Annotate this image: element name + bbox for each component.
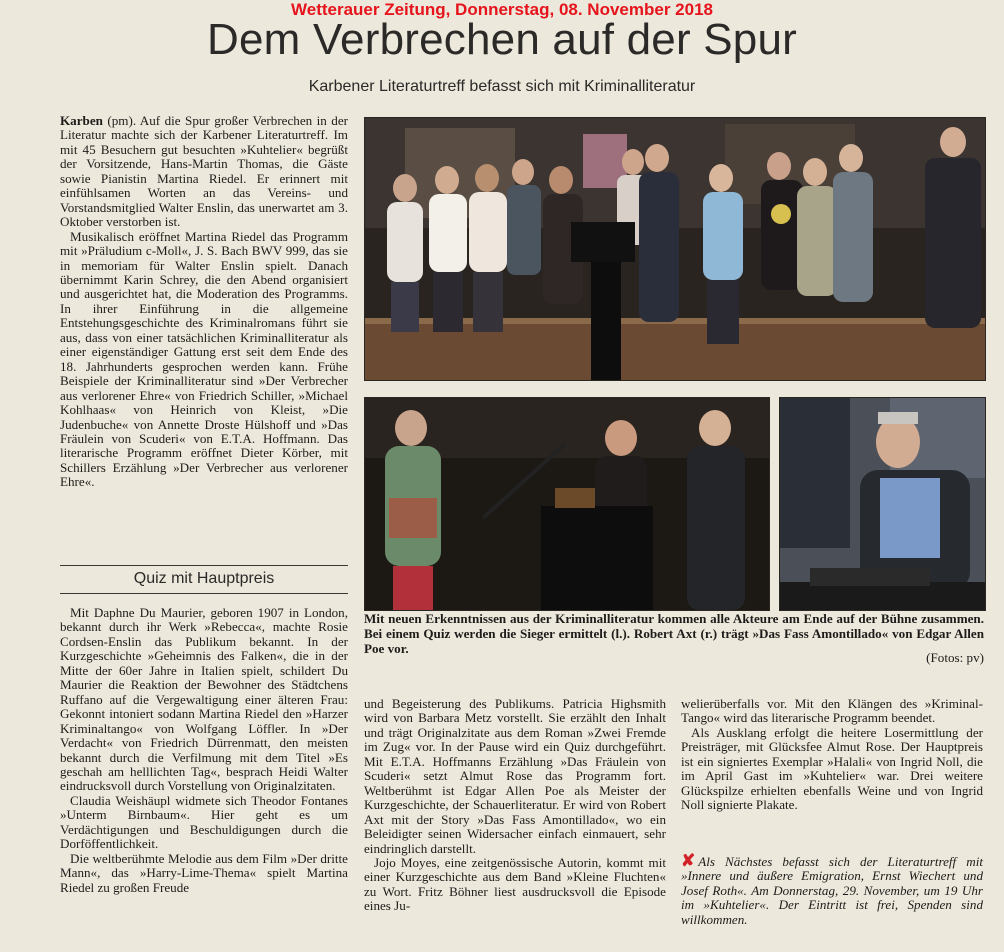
section-subheading: Quiz mit Hauptpreis bbox=[133, 570, 275, 587]
mid-paragraph-2: Jojo Moyes, eine zeitgenössische Autorin, kommt mit einer Kurzgeschichte aus dem Band »Kleine Fluchten« zu Wort. Fritz Böhner liest ausdrucksvoll die Episode eines Ju- bbox=[364, 854, 666, 914]
photo-reader bbox=[779, 397, 986, 611]
subheadline: Karbener Literaturtreff befasst sich mit Kriminalliteratur bbox=[308, 78, 696, 95]
intro-text: (pm). Auf die Spur großer Verbrechen in der Literatur machte sich der Karbener Literaturtreff. Im mit 45 Besuchern gut besuchten »Kuhtelier« begrüßt der Vorsitzende, Hans-Martin Thomas, die Gäste sowie Pianistin Martina Riedel. Er erinnert mit einfühlsamen Worten an das Vereins- und Vorstandsmitglied Walter Enslin, das unerwartet am 3. Oktober verstorben ist. bbox=[60, 113, 348, 230]
subheading-rule-top bbox=[60, 565, 348, 566]
article-column-right bbox=[681, 697, 983, 813]
article-column-left-top bbox=[60, 114, 348, 490]
upcoming-event-note bbox=[681, 851, 983, 927]
intro-paragraph bbox=[60, 114, 348, 230]
article-column-middle bbox=[364, 697, 666, 914]
red-x-mark-icon: ✘ bbox=[681, 851, 696, 870]
mid-paragraph-1: und Begeisterung des Publikums. Patricia Highsmith wird von Barbara Metz vorstellt. Sie erzählt den Inhalt und trägt Originalzitate aus dem Roman »Zwei Fremde im Zug« vor. In der Pause wird ein Quiz durchgeführt. Mit E.T.A. Hoffmanns Erzählung »Das Fräulein von Scuderi« setzt Almut Rose das Programm fort. Weltberühmt ist Edgar Allen Poe als Meister der Kurzgeschichte, der Schauerliteratur. Er wird von Robert Axt mit der Story »Das Fass Amontillado«, wo ein Beleidigter seinen Widersacher einfach einmauert, sehr eindringlich darstellt. bbox=[364, 696, 666, 856]
subheading-rule-bottom bbox=[60, 593, 348, 594]
photo-credit: (Fotos: pv) bbox=[926, 650, 984, 665]
headline: Dem Verbrechen auf der Spur bbox=[207, 15, 797, 64]
photo-quiz-lectern bbox=[364, 397, 770, 611]
paragraph-2: Musikalisch eröffnet Martina Riedel das Programm mit »Präludium c-Moll«, J. S. Bach BWV 999, das sie in memoriam für Walter Enslin spielt. Danach übernimmt Karin Schrey, die den Abend organisiert und ausgerichtet hat, die Moderation des Programms. In ihrer Einführung in die allgemeine Entstehungsgeschichte des Kriminalromans führt sie aus, dass von einer tatsächlichen Kriminalliteratur als einer eigenständiger Gattung erst seit dem Ende des 18. Jahrhunderts gesprochen werden kann. Frühe Beispiele der Kriminalliteratur sind »Der Verbrecher aus verlorener Ehre« von Friedrich Schiller, »Michael Kohlhaas« von Heinrich von Kleist, »Die Judenbuche« von Annette Droste Hülshoff und »Das Fräulein von Scuderi« von E.T.A. Hoffmann. Das literarische Programm eröffnet Dieter Körber, mit Schillers Erzählung »Der Verbrecher aus verlorener Ehre«. bbox=[60, 228, 348, 490]
photo-group-on-stage bbox=[364, 117, 986, 381]
newspaper-source-line: Wetterauer Zeitung, Donnerstag, 08. November 2018 bbox=[291, 0, 713, 19]
article-column-left-bottom bbox=[60, 606, 348, 895]
dateline: Karben bbox=[60, 113, 103, 128]
note-text: Als Nächstes befasst sich der Literaturtreff mit »Innere und äußere Emigration, Ernst Wiechert und Josef Roth«. Am Donnerstag, 29. November, um 19 Uhr im »Kuhtelier«. Der Eintritt ist frei, Spenden sind willkommen. bbox=[681, 854, 983, 927]
paragraph-5: Die weltberühmte Melodie aus dem Film »Der dritte Mann«, das »Harry-Lime-Thema« spielt Martina Riedel zu großen Freude bbox=[60, 850, 348, 895]
paragraph-4: Claudia Weishäupl widmete sich Theodor Fontanes »Unterm Birnbaum«. Hier geht es um Verdächtigungen und Beschuldigungen durch die Dorföffentlichkeit. bbox=[60, 792, 348, 852]
right-paragraph-2: Als Ausklang erfolgt die heitere Losermittlung der Preisträger, mit Glücksfee Almut Rose. Der Hauptpreis ist ein signiertes Exemplar »Halali« von Ingrid Noll, die im April Gast im »Kuhtelier« war. Drei weitere Glückspilze erhielten ebenfalls Weine und von Ingrid Noll signierte Plakate. bbox=[681, 724, 983, 813]
paragraph-3: Mit Daphne Du Maurier, geboren 1907 in London, bekannt durch ihr Werk »Rebecca«, machte Rosie Cordsen-Enslin das Publikum bekannt. In der Kurzgeschichte »Geheimnis des Falken«, die in der Mitte der 60er Jahre in Italien spielt, schildert Du Maurier die Reaktion der Bewohner des Städtchens Ruffano auf die Vergewaltigung einer älteren Frau: Gekonnt intoniert sodann Martina Riedel den »Harzer Kriminaltango« von Wolfgang Löffler. In »Der Verdacht« von Friedrich Dürrenmatt, den meisten bekannt durch die Verfilmung mit dem Titel »Es geschah am helllichten Tag«, besprach Heidi Walter eindrucksvoll durch Vorstellung von Originalzitaten. bbox=[60, 605, 348, 794]
photo-caption: Mit neuen Erkenntnissen aus der Kriminalliteratur kommen alle Akteure am Ende auf der Bühne zusammen. Bei einem Quiz werden die Sieger ermittelt (l.). Robert Axt (r.) trägt »Das Fass Amontillado« von Edgar Allen Poe vor. bbox=[364, 611, 984, 656]
right-paragraph-1: welierüberfalls vor. Mit den Klängen des »Kriminal-Tango« wird das literarische Programm beendet. bbox=[681, 696, 983, 726]
